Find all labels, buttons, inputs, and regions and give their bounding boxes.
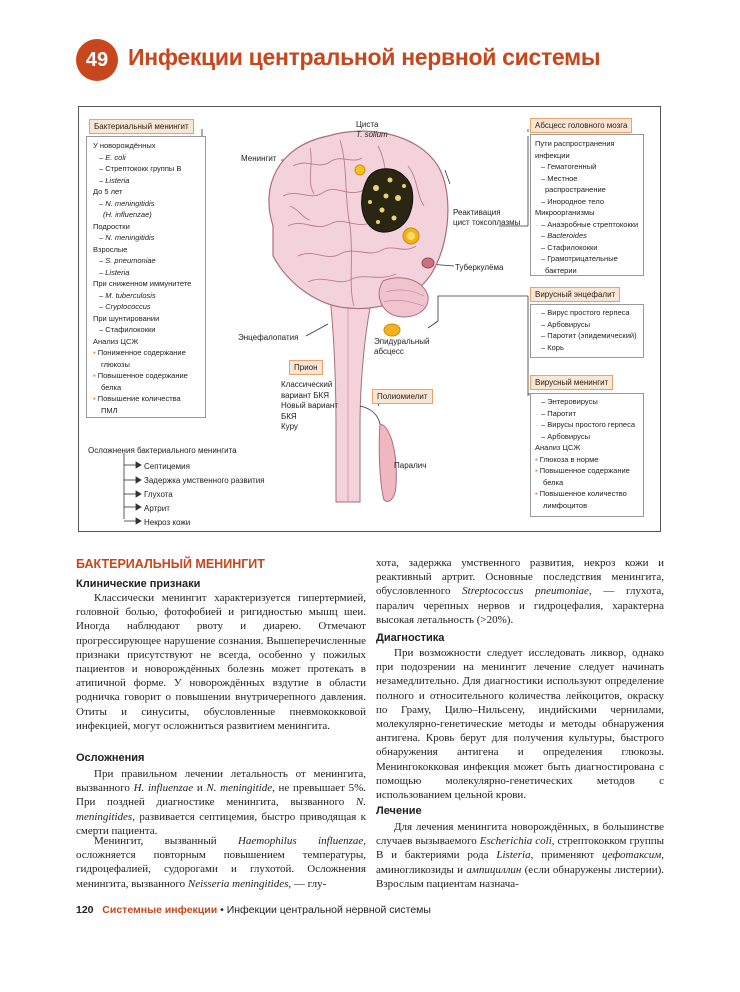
brain xyxy=(269,131,448,308)
chapter-number-badge: 49 xyxy=(76,39,118,81)
tuberculoma-label: Туберкулёма xyxy=(455,263,504,272)
complication-item: Септицемия xyxy=(144,462,190,471)
figure-list-line: – Стафилококки xyxy=(541,242,598,252)
square-bullet-icon: ▪ xyxy=(93,348,98,357)
figure-list-line: распространение xyxy=(545,185,606,194)
figure-list-line: – Корь xyxy=(541,342,564,352)
epidural-abscess-label-2: абсцесс xyxy=(374,347,404,356)
figure-list-line: – S. pneumoniae xyxy=(99,256,156,265)
figure-list-line: – Стафилококки xyxy=(99,325,156,334)
meningitis-label: Менингит xyxy=(241,154,277,163)
cysticercus-cyst xyxy=(355,165,365,175)
complication-item: Глухота xyxy=(144,489,173,499)
figure-list-line: Подростки xyxy=(93,221,130,231)
bacterial-meningitis-list xyxy=(93,140,191,416)
complications-paragraph-2: Менингит, вызванный Haemophilus influenzae, осложняется повторным повышением температуры, гидроцефалией, судорогами и глухотой. Осложнения менингита, вызванного Neisseria meningitides, — глу- xyxy=(76,835,366,890)
page-number: 120 xyxy=(76,904,94,916)
figure-list-line: – Местное xyxy=(541,173,578,183)
figure-list-line: белка xyxy=(543,477,564,487)
encephalitis-connector xyxy=(428,296,528,328)
figure-list-line: ▪ Пониженное содержание xyxy=(93,348,186,357)
square-bullet-icon: ▪ xyxy=(93,371,98,380)
figure-list-line: ▪ Глюкоза в норме xyxy=(535,454,599,464)
brain-abscess-header: Абсцесс головного мозга xyxy=(530,118,632,133)
figure-list-line: – Анаэробные стрептококки xyxy=(541,219,639,229)
part-title: Системные инфекции xyxy=(102,904,218,916)
toxoplasma-label-1: Реактивация xyxy=(453,208,501,217)
figure-list-line: ▪ Повышенное содержание xyxy=(535,466,630,475)
complications-continued-paragraph: хота, задержка умственного развития, некроз кожи и реактивный артрит. Основные последствия менингита, обусловленного Streptococcus pneumoniae, — глухота, паралич черепных нервов и гидроцефалия, характерна высокая летальность (>20%). xyxy=(376,557,664,626)
diagnostics-title: Диагностика xyxy=(376,632,445,644)
figure-list-line: инфекции xyxy=(535,150,570,160)
figure-list-line: Анализ ЦСЖ xyxy=(93,336,139,346)
square-bullet-icon: ▪ xyxy=(535,466,540,475)
treatment-paragraph: Для лечения менингита новорождённых, в большинстве случаев вызываемого Escherichia coli, стрептококком группы В и бактериями рода Listeria, применяют цефотаксим, аминогликозиды и ампициллин (если обнаружены листерии). Взрослым пациентам назнача- xyxy=(376,821,664,890)
complications-list xyxy=(144,460,265,530)
figure-list-line: У новорождённых xyxy=(93,141,156,150)
clinical-signs-paragraph: Классически менингит характеризуется гипертермией, головной болью, фотофобией и ригидностью мышц шеи. Иногда наблюдают рвоту и диарею. Отмечают прогрессирующее нарушение сознания. Вышеперечисленные признаки присутствуют не всегда, особенно у пожилых пациентов и новорождённых болезнь может протекать в атипичной форме. У новорождённых вздутие в области родничка говорит о повышении внутричерепного давления. Отиты и синуситы, обусловленные пневмококковой инфекцией, могут осложниться развитием менингита. xyxy=(76,592,366,732)
figure-list-line: глюкозы xyxy=(101,359,130,369)
viral-meningitis-header: Вирусный менингит xyxy=(530,375,613,390)
paralysis-label: Паралич xyxy=(394,461,427,470)
complications-title: Осложнения бактериального менингита xyxy=(88,446,237,455)
epidural-abscess-label-1: Эпидуральный xyxy=(374,337,430,346)
figure-list-line: При сниженном иммунитете xyxy=(93,279,192,288)
figure-list-line: ▪ Повышение количества xyxy=(93,394,181,403)
figure-list-line: ПМЛ xyxy=(101,405,118,415)
prion-item: Классический xyxy=(281,380,333,389)
complication-item: Артрит xyxy=(144,503,170,513)
square-bullet-icon: ▪ xyxy=(535,489,540,498)
figure-list-line: – Арбовирусы xyxy=(541,431,590,441)
figure-list-line: – M. tuberculosis xyxy=(99,290,156,300)
clinical-signs-title: Клинические признаки xyxy=(76,578,201,590)
figure-list-line: лимфоцитов xyxy=(543,500,588,510)
toxoplasma-label-2: цист токсоплазмы xyxy=(453,218,521,227)
figure-list-line: – Инородное тело xyxy=(541,196,604,206)
figure-list-line: Пути распространения xyxy=(535,139,615,148)
square-bullet-icon: ▪ xyxy=(535,454,540,464)
polio-header: Полиомиелит xyxy=(372,389,433,404)
treatment-title: Лечение xyxy=(376,805,422,817)
figure-list-line: – Listeria xyxy=(99,267,130,277)
bacterial-meningitis-header: Бактериальный менингит xyxy=(89,119,194,134)
prion-list xyxy=(281,380,338,433)
prion-item: Новый вариант xyxy=(281,401,338,410)
figure-list-line: Микроорганизмы xyxy=(535,208,595,217)
figure-list-line: – Вирусы простого герпеса xyxy=(541,420,635,429)
encephalopathy-label: Энцефалопатия xyxy=(238,333,299,342)
figure-list-line: – N. meningitidis xyxy=(99,233,155,242)
figure-list-line: ▪ Повышенное содержание xyxy=(93,371,188,380)
figure-list-line: белка xyxy=(101,382,122,392)
figure-list-line: – E. coli xyxy=(99,152,126,162)
viral-encephalitis-header: Вирусный энцефалит xyxy=(530,287,620,302)
epidural-abscess-mass xyxy=(384,324,400,336)
figure-list-line: – Cryptococcus xyxy=(99,302,151,311)
prion-item: БКЯ xyxy=(281,411,297,421)
figure-list-line: – Стрептококк группы В xyxy=(99,164,182,173)
cysticercus-species-label: T. solium xyxy=(356,130,388,139)
figure-list-line: ▪ Повышенное количество xyxy=(535,489,627,498)
section-title: БАКТЕРИАЛЬНЫЙ МЕНИНГИТ xyxy=(76,557,265,571)
footer-separator: • xyxy=(220,904,224,916)
figure-list-line: – Listeria xyxy=(99,175,130,185)
viral-encephalitis-list xyxy=(535,307,637,353)
figure-list-line: – Bacteroides xyxy=(541,231,587,240)
square-bullet-icon: ▪ xyxy=(93,394,98,403)
prion-item: вариант БКЯ xyxy=(281,390,329,400)
figure-list-line: До 5 лет xyxy=(93,187,123,196)
prion-header: Прион xyxy=(289,360,323,375)
prion-item: Куру xyxy=(281,422,298,431)
footer-chapter-title: Инфекции центральной нервной системы xyxy=(226,904,431,916)
figure-list-line: При шунтировании xyxy=(93,313,160,323)
complication-item: Некроз кожи xyxy=(144,517,191,527)
figure-list-line: Анализ ЦСЖ xyxy=(535,443,581,452)
viral-meningitis-list xyxy=(535,396,635,511)
figure-list-line: – Паротит (эпидемический) xyxy=(541,331,637,340)
complications-text-title: Осложнения xyxy=(76,752,145,764)
figure-list-line: – Арбовирусы xyxy=(541,319,590,329)
figure-list-line: – Вирус простого герпеса xyxy=(541,308,630,317)
chapter-title: Инфекции центральной нервной системы xyxy=(128,44,601,70)
figure-list-line: – Грамотрицательные xyxy=(541,254,618,263)
diagnostics-paragraph: При возможности следует исследовать ликвор, однако при подозрении на менингит лечение следует начинать незамедлительно. Для диагностики используют определение полного и относительного количества лейкоцитов, окраску по Граму, Цилю–Нильсену, индийскими чернилами, молекулярно-генетические методы и методы обнаружения антигена. Кровь берут для получения культуры, быстрого обнаружения антигена и определения глюкозы. Менингококковая инфекция может быть диагностирована с помощью молекулярно-генетических методов с использованием цельной крови. xyxy=(376,647,664,802)
tuberculoma-mass xyxy=(422,258,434,268)
figure-list-line: – Энтеровирусы xyxy=(541,397,598,406)
cyst-leader xyxy=(445,170,450,184)
figure-list-line: – N. meningitidis xyxy=(99,198,155,208)
figure-list-line: (H. influenzae) xyxy=(103,210,152,219)
brain-abscess-list xyxy=(535,138,638,276)
figure-list-line: бактерии xyxy=(545,265,577,275)
complications-paragraph-1: При правильном лечении летальность от менингита, вызванного H. influenzae и N. meningitide, не превышает 5%. При поздней диагностике менингита, вызванного N. meningitides, развивается септицемия, быстро приводящая к смерти пациента. xyxy=(76,768,366,837)
complication-item: Задержка умственного развития xyxy=(144,475,265,485)
page-footer xyxy=(76,904,431,916)
figure-list-line: Взрослые xyxy=(93,244,128,254)
figure-list-line: – Паротит xyxy=(541,408,577,418)
cysticercus-label: Циста xyxy=(356,120,379,129)
figure-list-line: – Гематогенный xyxy=(541,162,597,171)
